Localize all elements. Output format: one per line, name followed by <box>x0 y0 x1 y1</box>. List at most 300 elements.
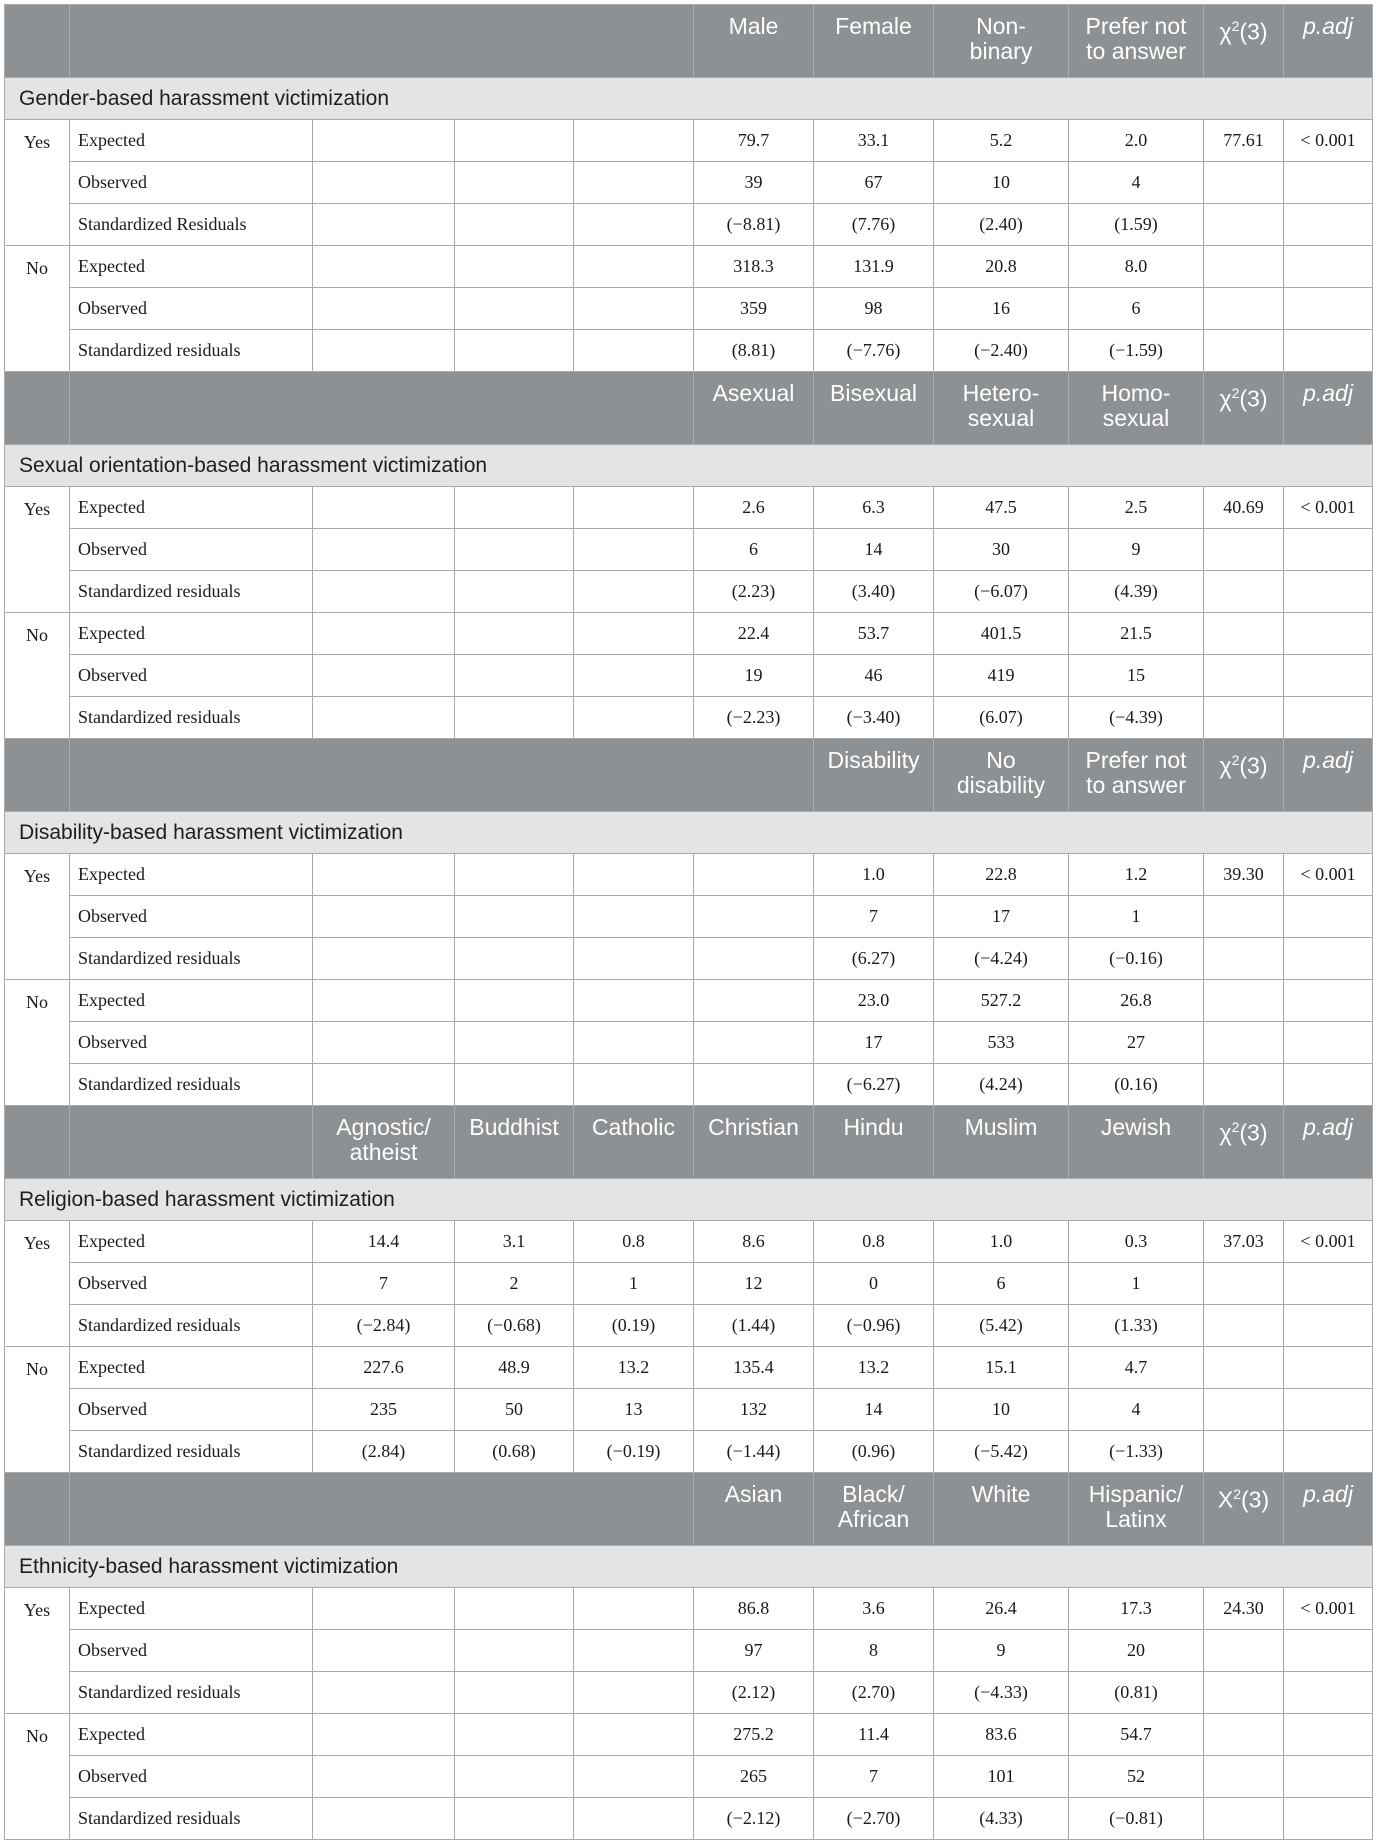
empty-cell <box>1204 571 1284 613</box>
value-cell: 22.4 <box>694 613 814 655</box>
empty-cell <box>574 1588 694 1630</box>
value-cell: 33.1 <box>814 120 934 162</box>
column-header <box>694 5 814 78</box>
empty-cell <box>455 487 574 529</box>
value-cell: 53.7 <box>814 613 934 655</box>
empty-cell <box>313 288 455 330</box>
value-cell: (−4.24) <box>934 938 1069 980</box>
data-row-no-expected <box>5 246 1373 288</box>
empty-cell <box>574 120 694 162</box>
empty-cell <box>455 529 574 571</box>
row-label: Standardized residuals <box>70 1431 313 1473</box>
header-blank-cell <box>70 1473 694 1546</box>
data-row-yes-observed <box>5 1630 1373 1672</box>
column-header-label: Prefer not to answer <box>1085 747 1187 798</box>
value-cell: 265 <box>694 1756 814 1798</box>
data-row-no-residuals <box>5 330 1373 372</box>
column-header-label: Male <box>728 13 779 39</box>
value-cell: (2.40) <box>934 204 1069 246</box>
value-cell: 13.2 <box>814 1347 934 1389</box>
value-cell: 132 <box>694 1389 814 1431</box>
empty-cell <box>574 487 694 529</box>
row-label: Standardized Residuals <box>70 204 313 246</box>
value-cell: 533 <box>934 1022 1069 1064</box>
p-adj-value: < 0.001 <box>1284 487 1373 529</box>
value-cell: (−8.81) <box>694 204 814 246</box>
value-cell: 19 <box>694 655 814 697</box>
empty-cell <box>574 1022 694 1064</box>
empty-cell <box>1284 613 1373 655</box>
value-cell: 1 <box>574 1263 694 1305</box>
empty-cell <box>574 162 694 204</box>
value-cell: 8.0 <box>1069 246 1204 288</box>
empty-cell <box>1204 246 1284 288</box>
data-row-no-residuals <box>5 1431 1373 1473</box>
data-row-no-observed <box>5 1022 1373 1064</box>
data-row-no-expected <box>5 1347 1373 1389</box>
value-cell: (8.81) <box>694 330 814 372</box>
column-header <box>934 739 1069 812</box>
empty-cell <box>1284 204 1373 246</box>
row-label: Observed <box>70 655 313 697</box>
value-cell: 527.2 <box>934 980 1069 1022</box>
empty-cell <box>1204 980 1284 1022</box>
p-adj-label: p.adj <box>1303 380 1353 406</box>
row-label: Expected <box>70 980 313 1022</box>
value-cell: (−2.23) <box>694 697 814 739</box>
value-cell: 39 <box>694 162 814 204</box>
row-label: Expected <box>70 1714 313 1756</box>
value-cell: 17 <box>814 1022 934 1064</box>
empty-cell <box>313 1714 455 1756</box>
header-blank-cell <box>5 372 70 445</box>
value-cell: 419 <box>934 655 1069 697</box>
empty-cell <box>455 1588 574 1630</box>
data-row-no-residuals <box>5 1064 1373 1106</box>
row-label: Standardized residuals <box>70 571 313 613</box>
value-cell: (−2.84) <box>313 1305 455 1347</box>
column-header <box>455 1106 574 1179</box>
empty-cell <box>313 1756 455 1798</box>
empty-cell <box>574 330 694 372</box>
empty-cell <box>574 288 694 330</box>
empty-cell <box>455 120 574 162</box>
header-blank-cell <box>70 739 814 812</box>
value-cell: 17.3 <box>1069 1588 1204 1630</box>
empty-cell <box>694 1064 814 1106</box>
value-cell: 17 <box>934 896 1069 938</box>
value-cell: 1 <box>1069 896 1204 938</box>
empty-cell <box>1284 896 1373 938</box>
data-row-yes-expected <box>5 487 1373 529</box>
value-cell: 0 <box>814 1263 934 1305</box>
value-cell: 23.0 <box>814 980 934 1022</box>
empty-cell <box>455 655 574 697</box>
empty-cell <box>313 1588 455 1630</box>
column-header-label: No disability <box>956 747 1046 798</box>
value-cell: 235 <box>313 1389 455 1431</box>
empty-cell <box>455 1672 574 1714</box>
p-adj-value: < 0.001 <box>1284 1221 1373 1263</box>
column-header-label: White <box>971 1481 1031 1507</box>
column-header <box>934 1473 1069 1546</box>
empty-cell <box>1284 1263 1373 1305</box>
value-cell: 0.8 <box>814 1221 934 1263</box>
empty-cell <box>313 487 455 529</box>
data-row-yes-expected <box>5 854 1373 896</box>
data-row-yes-residuals <box>5 938 1373 980</box>
data-row-no-residuals <box>5 1798 1373 1840</box>
empty-cell <box>1204 1064 1284 1106</box>
chi-square-value: 39.30 <box>1204 854 1284 896</box>
empty-cell <box>313 1022 455 1064</box>
empty-cell <box>574 1714 694 1756</box>
empty-cell <box>455 162 574 204</box>
value-cell: (−0.19) <box>574 1431 694 1473</box>
column-header <box>1069 1106 1204 1179</box>
value-cell: (−0.16) <box>1069 938 1204 980</box>
column-header <box>1069 5 1204 78</box>
value-cell: (6.07) <box>934 697 1069 739</box>
empty-cell <box>313 120 455 162</box>
value-cell: 2.6 <box>694 487 814 529</box>
empty-cell <box>1284 1756 1373 1798</box>
value-cell: 8.6 <box>694 1221 814 1263</box>
empty-cell <box>313 162 455 204</box>
value-cell: 227.6 <box>313 1347 455 1389</box>
header-blank-cell <box>5 5 70 78</box>
row-label: Observed <box>70 896 313 938</box>
value-cell: 83.6 <box>934 1714 1069 1756</box>
harassment-chi-square-table <box>4 4 1373 1840</box>
value-cell: 54.7 <box>1069 1714 1204 1756</box>
empty-cell <box>574 980 694 1022</box>
section-title: Disability-based harassment victimization <box>5 812 1373 854</box>
empty-cell <box>1204 1263 1284 1305</box>
empty-cell <box>574 1798 694 1840</box>
chi-square-header <box>1204 372 1284 445</box>
value-cell: (0.81) <box>1069 1672 1204 1714</box>
value-cell: 26.8 <box>1069 980 1204 1022</box>
empty-cell <box>1284 655 1373 697</box>
chi-square-value: 40.69 <box>1204 487 1284 529</box>
value-cell: (−3.40) <box>814 697 934 739</box>
value-cell: 135.4 <box>694 1347 814 1389</box>
p-adj-header <box>1284 5 1373 78</box>
value-cell: 15 <box>1069 655 1204 697</box>
superscript-two: 2 <box>1231 385 1240 401</box>
empty-cell <box>1204 1431 1284 1473</box>
value-cell: 0.3 <box>1069 1221 1204 1263</box>
row-label: Observed <box>70 162 313 204</box>
empty-cell <box>455 1630 574 1672</box>
value-cell: 16 <box>934 288 1069 330</box>
data-row-no-observed <box>5 1756 1373 1798</box>
empty-cell <box>455 1798 574 1840</box>
empty-cell <box>574 204 694 246</box>
value-cell: 6.3 <box>814 487 934 529</box>
value-cell: 5.2 <box>934 120 1069 162</box>
empty-cell <box>1284 1305 1373 1347</box>
section-title-row <box>5 78 1373 120</box>
value-cell: (−5.42) <box>934 1431 1069 1473</box>
empty-cell <box>574 1064 694 1106</box>
value-cell: (0.68) <box>455 1431 574 1473</box>
column-header-label: Hindu <box>843 1114 904 1140</box>
column-header-label: Female <box>835 13 912 39</box>
value-cell: 50 <box>455 1389 574 1431</box>
empty-cell <box>1204 330 1284 372</box>
value-cell: (−1.44) <box>694 1431 814 1473</box>
row-label: Expected <box>70 1347 313 1389</box>
p-adj-label: p.adj <box>1303 13 1353 39</box>
chi-square-value: 24.30 <box>1204 1588 1284 1630</box>
superscript-two: 2 <box>1231 18 1240 34</box>
value-cell: (5.42) <box>934 1305 1069 1347</box>
p-adj-value: < 0.001 <box>1284 1588 1373 1630</box>
data-row-yes-expected <box>5 120 1373 162</box>
column-header-label: Buddhist <box>469 1114 559 1140</box>
column-header <box>814 372 934 445</box>
empty-cell <box>455 980 574 1022</box>
chi-square-header <box>1204 739 1284 812</box>
empty-cell <box>455 938 574 980</box>
empty-cell <box>574 938 694 980</box>
value-cell: 48.9 <box>455 1347 574 1389</box>
column-header <box>574 1106 694 1179</box>
value-cell: 11.4 <box>814 1714 934 1756</box>
empty-cell <box>1204 529 1284 571</box>
value-cell: (0.19) <box>574 1305 694 1347</box>
p-adj-value: < 0.001 <box>1284 120 1373 162</box>
value-cell: 46 <box>814 655 934 697</box>
header-blank-cell <box>5 1473 70 1546</box>
value-cell: 1 <box>1069 1263 1204 1305</box>
value-cell: 21.5 <box>1069 613 1204 655</box>
empty-cell <box>1204 613 1284 655</box>
header-blank-cell <box>70 5 694 78</box>
empty-cell <box>455 1714 574 1756</box>
row-label: Expected <box>70 246 313 288</box>
data-row-no-observed <box>5 288 1373 330</box>
row-label: Standardized residuals <box>70 938 313 980</box>
empty-cell <box>1284 246 1373 288</box>
empty-cell <box>313 896 455 938</box>
column-header-label: Jewish <box>1100 1114 1172 1140</box>
section-title: Religion-based harassment victimization <box>5 1179 1373 1221</box>
data-row-yes-residuals <box>5 204 1373 246</box>
value-cell: 2 <box>455 1263 574 1305</box>
value-cell: 10 <box>934 1389 1069 1431</box>
empty-cell <box>1204 1756 1284 1798</box>
value-cell: 52 <box>1069 1756 1204 1798</box>
chi-square-label: $\chi^2(3)$ <box>1219 752 1268 779</box>
empty-cell <box>694 938 814 980</box>
value-cell: (−0.96) <box>814 1305 934 1347</box>
empty-cell <box>574 854 694 896</box>
p-adj-label: p.adj <box>1303 747 1353 773</box>
value-cell: 15.1 <box>934 1347 1069 1389</box>
value-cell: 14 <box>814 529 934 571</box>
empty-cell <box>574 529 694 571</box>
empty-cell <box>313 697 455 739</box>
value-cell: 14.4 <box>313 1221 455 1263</box>
row-label: Observed <box>70 529 313 571</box>
group-label-yes: Yes <box>5 1588 70 1714</box>
value-cell: 10 <box>934 162 1069 204</box>
value-cell: (1.59) <box>1069 204 1204 246</box>
value-cell: 13 <box>574 1389 694 1431</box>
empty-cell <box>1284 1389 1373 1431</box>
row-label: Expected <box>70 487 313 529</box>
value-cell: 47.5 <box>934 487 1069 529</box>
section-header-row <box>5 372 1373 445</box>
empty-cell <box>455 1064 574 1106</box>
group-label-yes: Yes <box>5 487 70 613</box>
empty-cell <box>1204 204 1284 246</box>
row-label: Expected <box>70 854 313 896</box>
empty-cell <box>1204 1389 1284 1431</box>
column-header-label: Hetero- sexual <box>962 380 1040 431</box>
value-cell: 20.8 <box>934 246 1069 288</box>
row-label: Expected <box>70 1588 313 1630</box>
empty-cell <box>313 1630 455 1672</box>
header-blank-cell <box>5 1106 70 1179</box>
p-adj-label: p.adj <box>1303 1114 1353 1140</box>
column-header <box>814 5 934 78</box>
empty-cell <box>313 529 455 571</box>
p-adj-header <box>1284 1106 1373 1179</box>
value-cell: (2.70) <box>814 1672 934 1714</box>
data-row-yes-residuals <box>5 1305 1373 1347</box>
empty-cell <box>694 896 814 938</box>
value-cell: (4.33) <box>934 1798 1069 1840</box>
chi-square-label: $\chi^2(3)$ <box>1219 18 1268 45</box>
column-header <box>694 1106 814 1179</box>
data-row-no-expected <box>5 980 1373 1022</box>
empty-cell <box>694 980 814 1022</box>
row-label: Observed <box>70 1630 313 1672</box>
group-label-yes: Yes <box>5 854 70 980</box>
column-header-label: Christian <box>708 1114 799 1140</box>
empty-cell <box>574 1672 694 1714</box>
empty-cell <box>1284 1714 1373 1756</box>
value-cell: 79.7 <box>694 120 814 162</box>
group-label-no: No <box>5 980 70 1106</box>
value-cell: (7.76) <box>814 204 934 246</box>
value-cell: (4.24) <box>934 1064 1069 1106</box>
p-adj-header <box>1284 739 1373 812</box>
value-cell: (2.12) <box>694 1672 814 1714</box>
column-header-label: Non- binary <box>969 13 1033 64</box>
p-adj-value: < 0.001 <box>1284 854 1373 896</box>
section-title-row <box>5 1546 1373 1588</box>
value-cell: 2.0 <box>1069 120 1204 162</box>
value-cell: 6 <box>1069 288 1204 330</box>
empty-cell <box>574 655 694 697</box>
value-cell: 6 <box>694 529 814 571</box>
column-header-label: Agnostic/ atheist <box>336 1114 431 1165</box>
column-header-label: Disability <box>827 747 920 773</box>
empty-cell <box>1284 1630 1373 1672</box>
empty-cell <box>455 1756 574 1798</box>
empty-cell <box>455 204 574 246</box>
value-cell: (−2.70) <box>814 1798 934 1840</box>
empty-cell <box>313 1798 455 1840</box>
data-row-yes-expected <box>5 1221 1373 1263</box>
section-title-row <box>5 812 1373 854</box>
row-label: Observed <box>70 1263 313 1305</box>
value-cell: 97 <box>694 1630 814 1672</box>
empty-cell <box>1284 1022 1373 1064</box>
column-header-label: Hispanic/ Latinx <box>1088 1481 1184 1532</box>
row-label: Standardized residuals <box>70 330 313 372</box>
data-row-yes-observed <box>5 529 1373 571</box>
superscript-two: 2 <box>1231 1119 1240 1135</box>
empty-cell <box>455 896 574 938</box>
row-label: Standardized residuals <box>70 697 313 739</box>
value-cell: 318.3 <box>694 246 814 288</box>
value-cell: 3.1 <box>455 1221 574 1263</box>
section-title: Sexual orientation-based harassment victimization <box>5 445 1373 487</box>
value-cell: 27 <box>1069 1022 1204 1064</box>
value-cell: 7 <box>814 896 934 938</box>
column-header <box>934 372 1069 445</box>
chi-square-header <box>1204 1473 1284 1546</box>
empty-cell <box>313 938 455 980</box>
group-label-no: No <box>5 613 70 739</box>
column-header <box>934 1106 1069 1179</box>
empty-cell <box>574 697 694 739</box>
value-cell: (−7.76) <box>814 330 934 372</box>
empty-cell <box>1204 1022 1284 1064</box>
value-cell: 359 <box>694 288 814 330</box>
value-cell: 12 <box>694 1263 814 1305</box>
data-row-no-observed <box>5 655 1373 697</box>
row-label: Expected <box>70 613 313 655</box>
empty-cell <box>1284 697 1373 739</box>
value-cell: 1.2 <box>1069 854 1204 896</box>
empty-cell <box>455 1022 574 1064</box>
column-header <box>934 5 1069 78</box>
column-header <box>814 739 934 812</box>
value-cell: 0.8 <box>574 1221 694 1263</box>
row-label: Observed <box>70 1389 313 1431</box>
header-blank-cell <box>5 739 70 812</box>
column-header-label: Asian <box>724 1481 783 1507</box>
value-cell: 1.0 <box>934 1221 1069 1263</box>
empty-cell <box>313 204 455 246</box>
p-adj-header <box>1284 372 1373 445</box>
data-row-no-residuals <box>5 697 1373 739</box>
data-row-yes-expected <box>5 1588 1373 1630</box>
empty-cell <box>313 980 455 1022</box>
value-cell: 4.7 <box>1069 1347 1204 1389</box>
value-cell: (−0.81) <box>1069 1798 1204 1840</box>
empty-cell <box>313 854 455 896</box>
empty-cell <box>313 1064 455 1106</box>
empty-cell <box>455 697 574 739</box>
column-header <box>1069 1473 1204 1546</box>
p-adj-label: p.adj <box>1303 1481 1353 1507</box>
empty-cell <box>455 613 574 655</box>
group-label-no: No <box>5 1347 70 1473</box>
empty-cell <box>1284 1431 1373 1473</box>
value-cell: (1.33) <box>1069 1305 1204 1347</box>
empty-cell <box>1284 529 1373 571</box>
group-label-yes: Yes <box>5 1221 70 1347</box>
row-label: Standardized residuals <box>70 1672 313 1714</box>
